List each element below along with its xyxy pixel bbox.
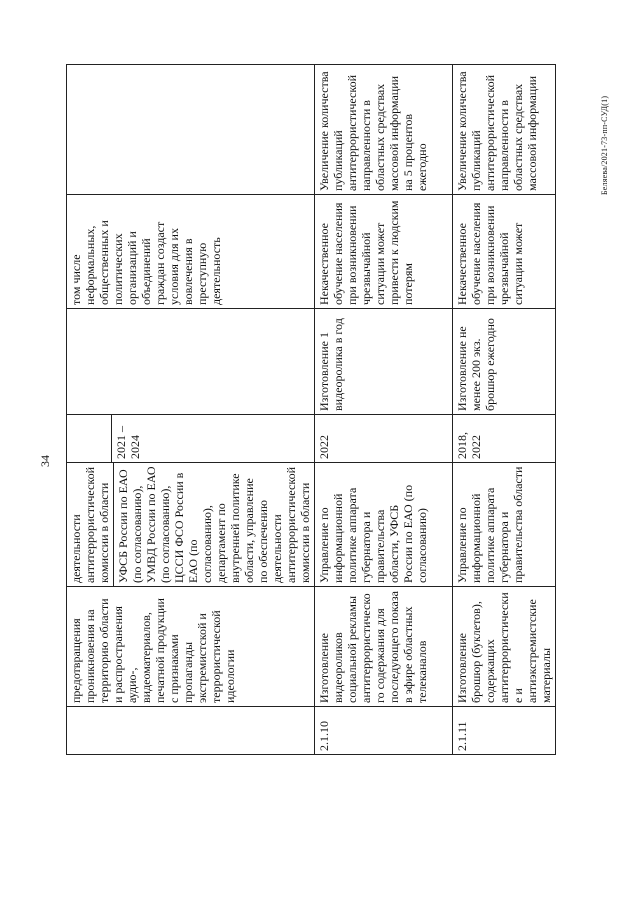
page-number: 34 [38, 455, 52, 467]
cell-measure: Изготовление брошюр (буклетов), содержащих антитеррористические и антиэкстремистские материалы [453, 587, 556, 707]
document-code: Беляева/2021-73-пп-СУД(1) [600, 95, 609, 195]
cell-executor [67, 463, 315, 587]
cell-risk: Некачественное обучение населения при возникновении чрезвычайной ситуации может привести к людским потерям [315, 195, 453, 309]
cell-number: 2.1.10 [315, 707, 453, 755]
year-range: 2021 – 2024 [114, 426, 142, 459]
cell-year: 2022 [315, 415, 453, 463]
cell-indicator: Изготовление не менее 200 экз. брошюр ежегодно [453, 309, 556, 415]
table-row [453, 65, 556, 755]
table-row [67, 65, 315, 755]
program-measures-table [66, 64, 556, 755]
cell-measure: предотвращения проникновения на территорию области и распространения аудио-, видеоматериалов, печатной продукции с признаками пропаганды экстремистской и террористической идеологии [67, 587, 315, 707]
cell-executor: Управление по информационной политике аппарата губернатора и правительства области [453, 463, 556, 587]
table-row [315, 65, 453, 755]
cell-result [67, 65, 315, 195]
cell-year: 2018, 2022 [453, 415, 556, 463]
executor-list: УФСБ России по ЕАО (по согласованию), УМВД России по ЕАО (по согласованию), ЦССИ ФСО России в ЕАО (по согласованию), департамент по внутренней политике области, управление по обеспечению деятельности антитеррористической комиссии в области [116, 466, 312, 583]
cell-number [67, 707, 315, 755]
cell-result: Увеличение количества публикаций антитеррористической направленности в областных средствах массовой информации [453, 65, 556, 195]
cell-year [67, 415, 315, 463]
cell-number: 2.1.11 [453, 707, 556, 755]
cell-executor: Управление по информационной политике аппарата губернатора и правительства области, УФСБ России по ЕАО (по согласованию) [315, 463, 453, 587]
cell-measure: Изготовление видеороликов социальной рекламы антитеррористического содержания для последующего показа в эфире областных телеканалов [315, 587, 453, 707]
cell-result: Увеличение количества публикаций антитеррористической направленности в областных средствах массовой информации на 5 процентов ежегодно [315, 65, 453, 195]
cell-risk: Некачественное обучение населения при возникновении чрезвычайной ситуации может [453, 195, 556, 309]
cell-risk: том числе неформальных, общественных и политических организаций и объединений граждан создаст условия для их вовлечения в преступную деятельность [67, 195, 315, 309]
cell-indicator [67, 309, 315, 415]
cell-indicator: Изготовление 1 видеоролика в год [315, 309, 453, 415]
executor-continuation: деятельности антитеррористической комиссии в области [67, 463, 114, 586]
